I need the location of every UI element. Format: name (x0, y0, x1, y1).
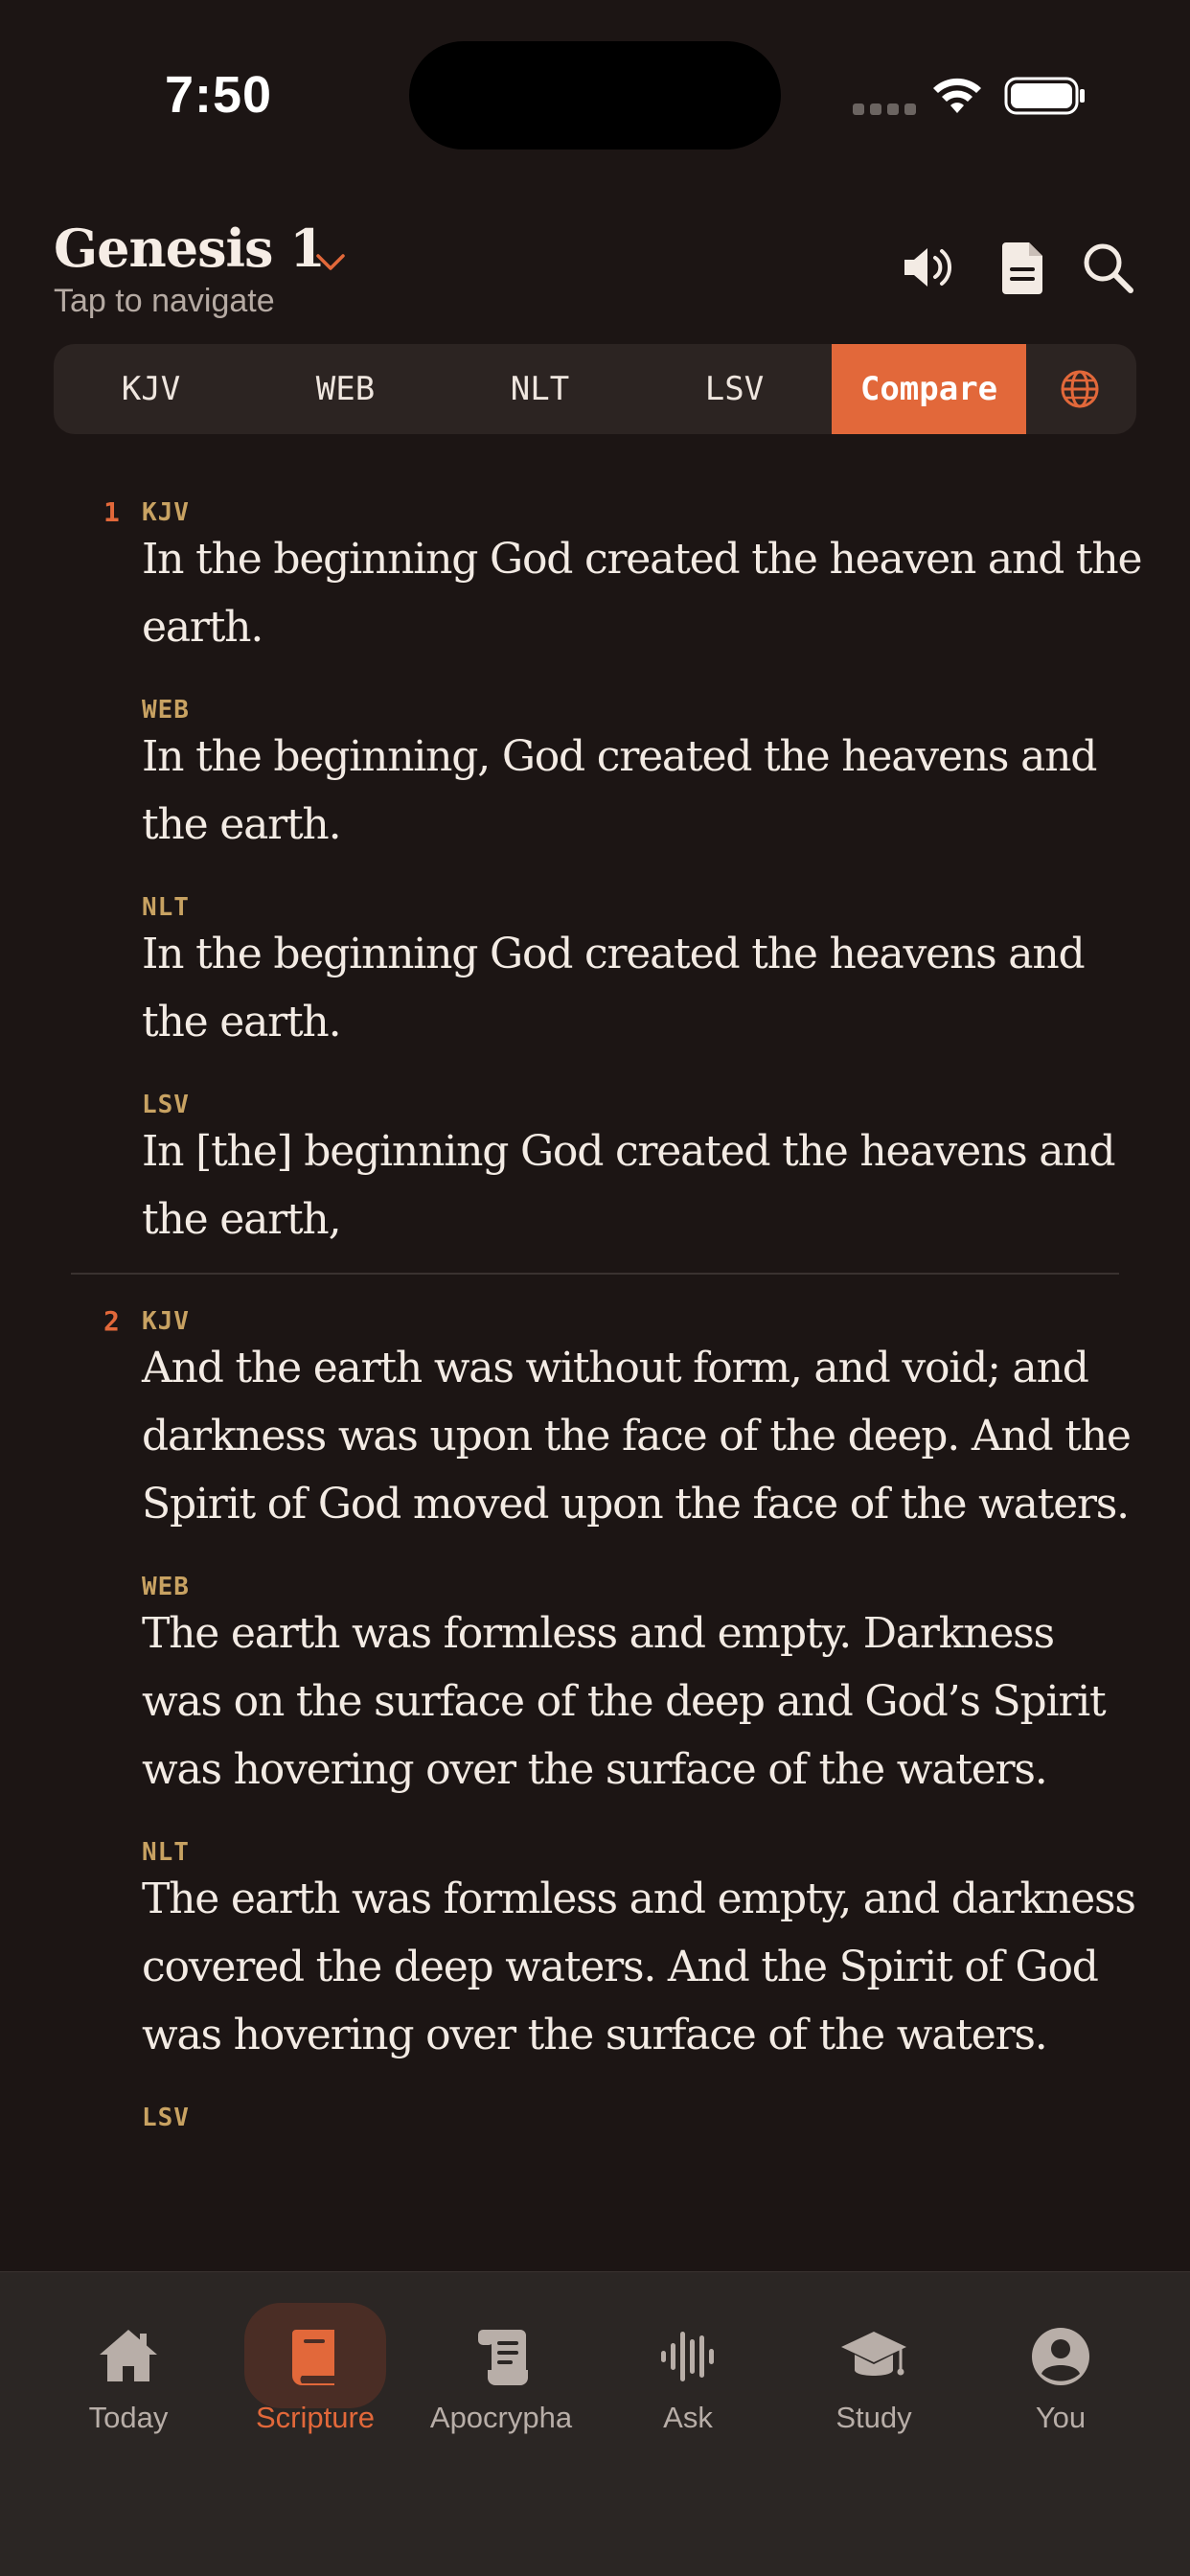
graduation-cap-icon (839, 2322, 908, 2391)
verse-divider (71, 1273, 1119, 1275)
tab-kjv[interactable]: KJV (121, 370, 181, 408)
verse-text: In [the] beginning God created the heavens and the earth, (142, 1127, 1115, 1244)
globe-icon (1059, 368, 1101, 410)
tab-scripture[interactable] (229, 2301, 401, 2454)
scripture-content[interactable] (0, 479, 1190, 2271)
verse-text: In the beginning God created the heavens and the earth. (142, 930, 1085, 1046)
cellular-signal-icon (853, 104, 916, 115)
translation-label: KJV (142, 1307, 190, 1336)
tab-label: Ask (663, 2401, 713, 2434)
chevron-down-icon[interactable] (314, 250, 347, 273)
verse-text: The earth was formless and empty. Darkness was on the surface of the deep and God’s Spirit was hovering over the surface of the waters. (142, 1609, 1106, 1794)
verse-number: 2 (103, 1305, 120, 1337)
translation-label: KJV (142, 498, 190, 527)
tab-compare[interactable]: Compare (832, 344, 1026, 434)
house-icon (94, 2322, 163, 2391)
tab-label: Scripture (255, 2401, 376, 2434)
tab-today[interactable] (42, 2301, 215, 2454)
battery-icon (1004, 75, 1087, 117)
tab-bar (0, 2271, 1190, 2576)
tab-ask[interactable] (602, 2301, 774, 2454)
verse-text: The earth was formless and empty, and darkness covered the deep waters. And the Spirit of God was hovering over the surface of the waters. (142, 1874, 1135, 2059)
scroll-icon (467, 2322, 536, 2391)
book-icon (281, 2322, 350, 2391)
verse-text: And the earth was without form, and void; and darkness was upon the face of the deep. And the Spirit of God moved upon the face of the waters. (142, 1344, 1131, 1529)
tab-you[interactable] (974, 2301, 1147, 2454)
dynamic-island (409, 41, 781, 150)
tab-nlt[interactable]: NLT (510, 370, 570, 408)
waveform-icon (653, 2322, 722, 2391)
language-button[interactable] (1026, 344, 1133, 434)
speaker-icon[interactable] (897, 237, 958, 298)
tab-label: You (1035, 2401, 1087, 2434)
search-icon[interactable] (1077, 237, 1138, 298)
tab-web[interactable]: WEB (315, 370, 376, 408)
person-circle-icon (1026, 2322, 1095, 2391)
tab-label: Today (88, 2401, 169, 2434)
tab-study[interactable] (788, 2301, 960, 2454)
chapter-title[interactable]: Genesis 1 (54, 218, 325, 279)
translation-label: NLT (142, 893, 190, 922)
translation-label: LSV (142, 2104, 190, 2132)
translation-label: WEB (142, 696, 190, 724)
chapter-header (0, 206, 1190, 331)
tab-lsv[interactable]: LSV (704, 370, 765, 408)
verse-number: 1 (103, 496, 120, 528)
status-bar (0, 0, 1190, 192)
verse-block[interactable] (0, 1288, 1190, 2146)
tab-apocrypha[interactable] (415, 2301, 587, 2454)
document-icon[interactable] (993, 237, 1054, 298)
tab-label: Study (835, 2401, 912, 2434)
verse-block[interactable] (0, 479, 1190, 1269)
translation-label: LSV (142, 1091, 190, 1119)
verse-text: In the beginning God created the heaven and the earth. (142, 535, 1142, 652)
status-time: 7:50 (165, 66, 273, 124)
translation-label: WEB (142, 1573, 190, 1601)
tab-label: Apocrypha (429, 2401, 573, 2434)
verse-text (142, 2130, 1142, 2146)
translation-label: NLT (142, 1838, 190, 1867)
translation-selector (54, 344, 1136, 434)
navigate-hint[interactable]: Tap to navigate (54, 283, 275, 319)
verse-text: In the beginning, God created the heavens and the earth. (142, 732, 1097, 849)
wifi-icon (929, 73, 985, 115)
